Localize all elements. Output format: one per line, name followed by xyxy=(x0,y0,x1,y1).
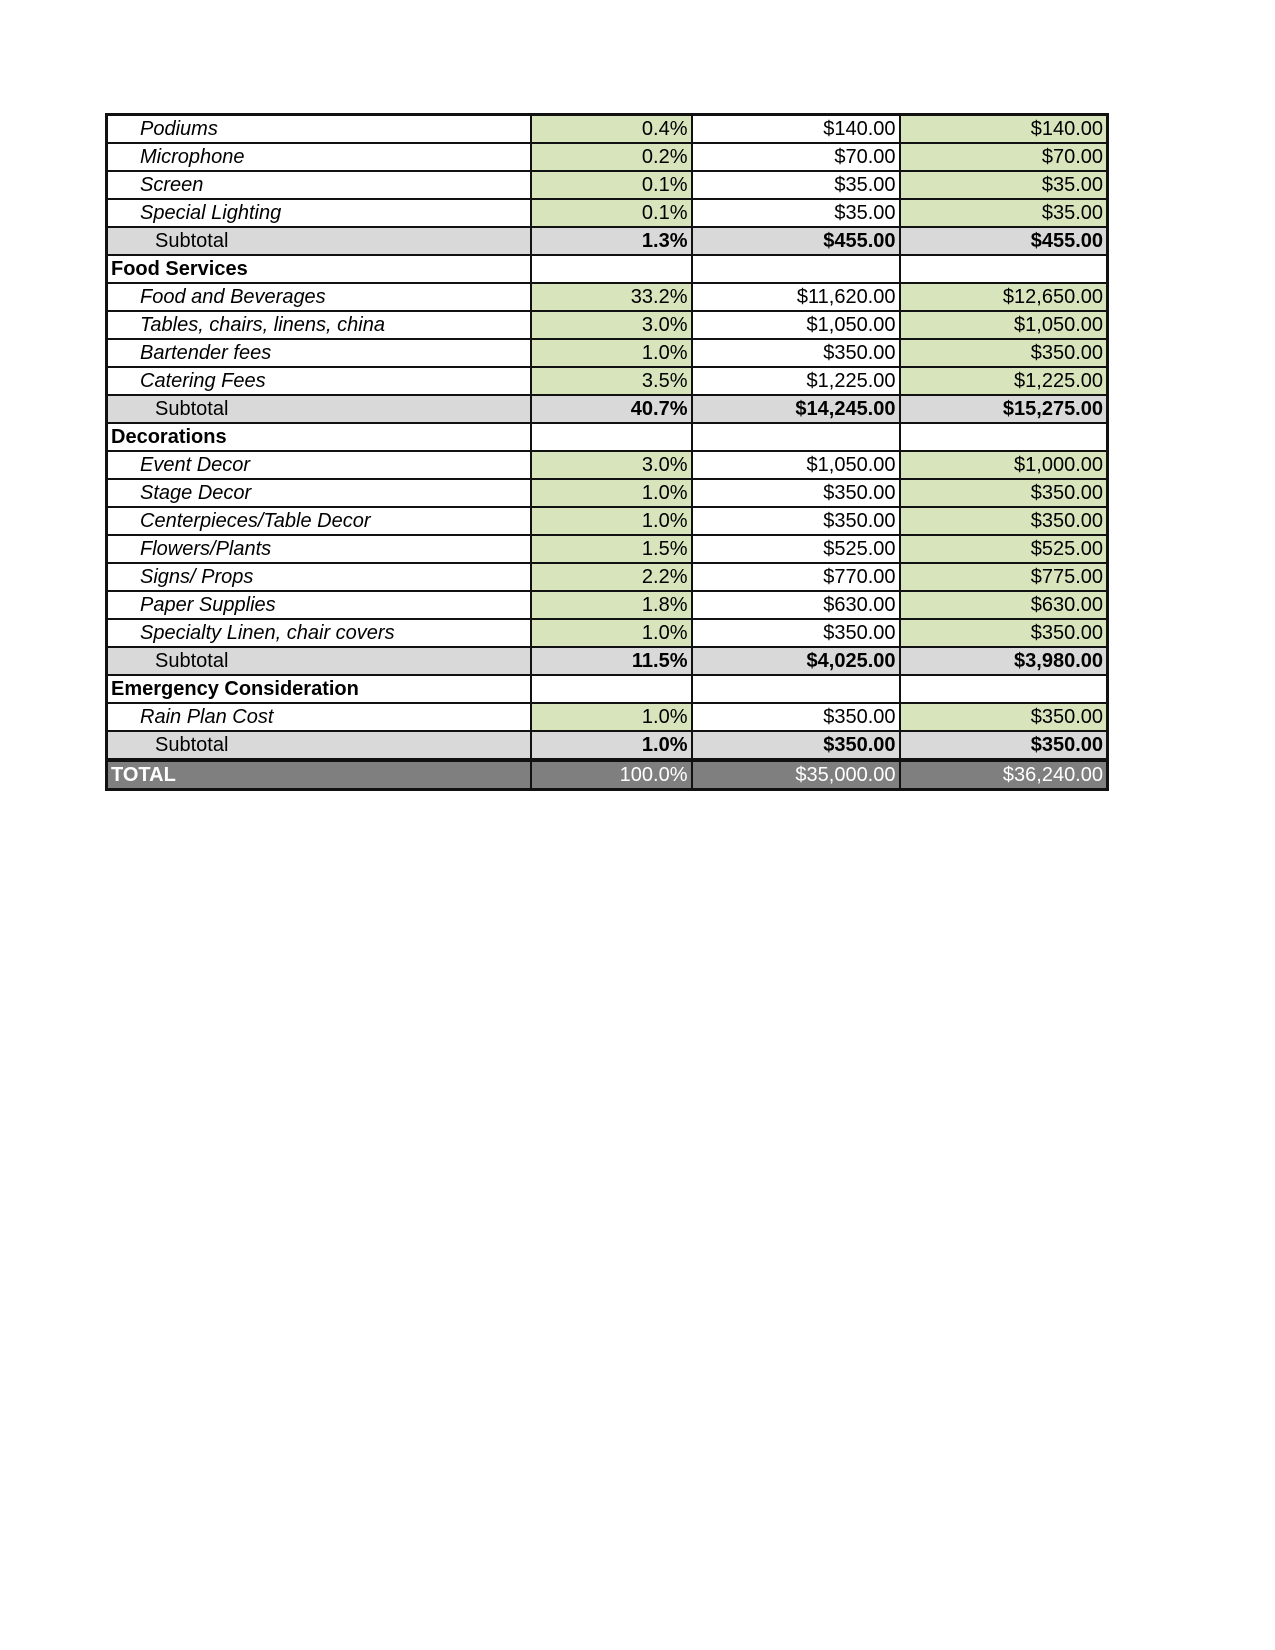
table-row xyxy=(107,703,1108,731)
row-label[interactable]: Podiums xyxy=(107,115,531,144)
section-header-row xyxy=(107,423,1108,451)
estimated-cell[interactable]: $350.00 xyxy=(692,339,900,367)
estimated-cell[interactable] xyxy=(692,675,900,703)
subtotal-row xyxy=(107,731,1108,760)
table-row xyxy=(107,507,1108,535)
percent-cell[interactable]: 1.0% xyxy=(531,619,692,647)
row-label[interactable]: Subtotal xyxy=(107,647,531,675)
estimated-cell[interactable]: $140.00 xyxy=(692,115,900,144)
actual-cell[interactable]: $525.00 xyxy=(900,535,1108,563)
table-row xyxy=(107,451,1108,479)
row-label[interactable]: Food and Beverages xyxy=(107,283,531,311)
estimated-cell[interactable]: $1,050.00 xyxy=(692,451,900,479)
estimated-cell[interactable]: $35.00 xyxy=(692,199,900,227)
actual-cell[interactable]: $36,240.00 xyxy=(900,760,1108,790)
percent-cell[interactable]: 33.2% xyxy=(531,283,692,311)
percent-cell[interactable]: 0.1% xyxy=(531,199,692,227)
percent-cell[interactable]: 11.5% xyxy=(531,647,692,675)
estimated-cell[interactable]: $350.00 xyxy=(692,703,900,731)
section-header-row xyxy=(107,255,1108,283)
table-row xyxy=(107,535,1108,563)
percent-cell[interactable]: 2.2% xyxy=(531,563,692,591)
row-label[interactable]: Special Lighting xyxy=(107,199,531,227)
row-label[interactable]: Specialty Linen, chair covers xyxy=(107,619,531,647)
estimated-cell[interactable] xyxy=(692,255,900,283)
row-label[interactable]: Bartender fees xyxy=(107,339,531,367)
percent-cell[interactable]: 3.0% xyxy=(531,451,692,479)
actual-cell[interactable]: $350.00 xyxy=(900,507,1108,535)
actual-cell[interactable]: $3,980.00 xyxy=(900,647,1108,675)
percent-cell[interactable]: 1.0% xyxy=(531,479,692,507)
estimated-cell[interactable]: $11,620.00 xyxy=(692,283,900,311)
actual-cell[interactable] xyxy=(900,255,1108,283)
estimated-cell[interactable]: $525.00 xyxy=(692,535,900,563)
estimated-cell[interactable]: $455.00 xyxy=(692,227,900,255)
actual-cell[interactable]: $35.00 xyxy=(900,199,1108,227)
estimated-cell[interactable]: $4,025.00 xyxy=(692,647,900,675)
percent-cell[interactable]: 1.0% xyxy=(531,507,692,535)
actual-cell[interactable]: $775.00 xyxy=(900,563,1108,591)
subtotal-row xyxy=(107,647,1108,675)
table-row xyxy=(107,199,1108,227)
percent-cell[interactable]: 3.5% xyxy=(531,367,692,395)
actual-cell[interactable]: $350.00 xyxy=(900,731,1108,760)
row-label[interactable]: Signs/ Props xyxy=(107,563,531,591)
table-row xyxy=(107,171,1108,199)
table-row xyxy=(107,479,1108,507)
percent-cell[interactable]: 1.5% xyxy=(531,535,692,563)
percent-cell[interactable]: 3.0% xyxy=(531,311,692,339)
actual-cell[interactable]: $15,275.00 xyxy=(900,395,1108,423)
actual-cell[interactable]: $140.00 xyxy=(900,115,1108,144)
percent-cell[interactable]: 0.2% xyxy=(531,143,692,171)
estimated-cell[interactable]: $770.00 xyxy=(692,563,900,591)
table-row xyxy=(107,367,1108,395)
table-row xyxy=(107,283,1108,311)
actual-cell[interactable]: $1,050.00 xyxy=(900,311,1108,339)
subtotal-row xyxy=(107,395,1108,423)
actual-cell[interactable]: $630.00 xyxy=(900,591,1108,619)
percent-cell[interactable]: 1.0% xyxy=(531,703,692,731)
estimated-cell[interactable]: $630.00 xyxy=(692,591,900,619)
row-label[interactable]: Emergency Consideration xyxy=(107,675,531,703)
actual-cell[interactable]: $455.00 xyxy=(900,227,1108,255)
actual-cell[interactable]: $35.00 xyxy=(900,171,1108,199)
estimated-cell[interactable]: $350.00 xyxy=(692,619,900,647)
budget-table-body xyxy=(107,115,1108,790)
row-label[interactable]: Stage Decor xyxy=(107,479,531,507)
estimated-cell[interactable]: $1,225.00 xyxy=(692,367,900,395)
actual-cell[interactable]: $1,000.00 xyxy=(900,451,1108,479)
table-row xyxy=(107,619,1108,647)
estimated-cell[interactable] xyxy=(692,423,900,451)
subtotal-row xyxy=(107,227,1108,255)
row-label[interactable]: Subtotal xyxy=(107,731,531,760)
estimated-cell[interactable]: $1,050.00 xyxy=(692,311,900,339)
row-label[interactable]: Tables, chairs, linens, china xyxy=(107,311,531,339)
percent-cell[interactable]: 40.7% xyxy=(531,395,692,423)
actual-cell[interactable]: $350.00 xyxy=(900,619,1108,647)
estimated-cell[interactable]: $350.00 xyxy=(692,479,900,507)
actual-cell[interactable]: $350.00 xyxy=(900,479,1108,507)
row-label[interactable]: Flowers/Plants xyxy=(107,535,531,563)
actual-cell[interactable]: $350.00 xyxy=(900,703,1108,731)
table-row xyxy=(107,563,1108,591)
budget-table xyxy=(105,113,1109,791)
percent-cell[interactable]: 1.0% xyxy=(531,731,692,760)
table-row xyxy=(107,339,1108,367)
row-label[interactable]: Rain Plan Cost xyxy=(107,703,531,731)
estimated-cell[interactable]: $350.00 xyxy=(692,731,900,760)
percent-cell[interactable] xyxy=(531,255,692,283)
row-label[interactable]: Event Decor xyxy=(107,451,531,479)
row-label[interactable]: Microphone xyxy=(107,143,531,171)
estimated-cell[interactable]: $14,245.00 xyxy=(692,395,900,423)
percent-cell[interactable]: 0.4% xyxy=(531,115,692,144)
estimated-cell[interactable]: $350.00 xyxy=(692,507,900,535)
row-label[interactable]: Subtotal xyxy=(107,227,531,255)
percent-cell[interactable]: 1.3% xyxy=(531,227,692,255)
row-label[interactable]: Food Services xyxy=(107,255,531,283)
actual-cell[interactable] xyxy=(900,675,1108,703)
row-label[interactable]: Centerpieces/Table Decor xyxy=(107,507,531,535)
row-label[interactable]: Catering Fees xyxy=(107,367,531,395)
table-row xyxy=(107,311,1108,339)
row-label[interactable]: Paper Supplies xyxy=(107,591,531,619)
table-row xyxy=(107,143,1108,171)
actual-cell[interactable]: $1,225.00 xyxy=(900,367,1108,395)
row-label[interactable]: Decorations xyxy=(107,423,531,451)
actual-cell[interactable]: $70.00 xyxy=(900,143,1108,171)
percent-cell[interactable]: 1.0% xyxy=(531,339,692,367)
actual-cell[interactable]: $350.00 xyxy=(900,339,1108,367)
row-label[interactable]: Subtotal xyxy=(107,395,531,423)
actual-cell[interactable] xyxy=(900,423,1108,451)
table-row xyxy=(107,591,1108,619)
estimated-cell[interactable]: $35,000.00 xyxy=(692,760,900,790)
percent-cell[interactable]: 100.0% xyxy=(531,760,692,790)
percent-cell[interactable]: 0.1% xyxy=(531,171,692,199)
section-header-row xyxy=(107,675,1108,703)
table-row xyxy=(107,115,1108,144)
percent-cell[interactable] xyxy=(531,423,692,451)
row-label[interactable]: TOTAL xyxy=(107,760,531,790)
actual-cell[interactable]: $12,650.00 xyxy=(900,283,1108,311)
row-label[interactable]: Screen xyxy=(107,171,531,199)
percent-cell[interactable]: 1.8% xyxy=(531,591,692,619)
estimated-cell[interactable]: $35.00 xyxy=(692,171,900,199)
estimated-cell[interactable]: $70.00 xyxy=(692,143,900,171)
percent-cell[interactable] xyxy=(531,675,692,703)
total-row xyxy=(107,760,1108,790)
